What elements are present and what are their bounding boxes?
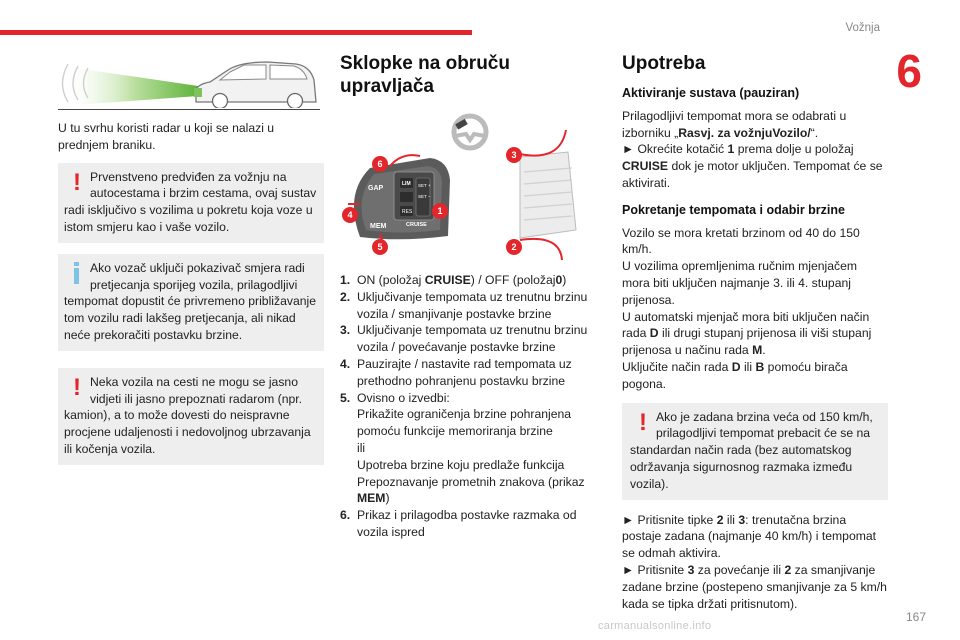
switch-label-res: RES [402,209,413,215]
warning-box-speed [622,403,888,500]
buttons-text: ► Pritisnite tipke 2 ili 3: trenutačna brzina postaje zadana (najmanje 40 km/h) i tempomat se odmah aktivira. ► Pritisnite 3 za povećanje ili 2 za smanjivanje zadane brzine (postepeno smanjivanje za 5 km/h kada se tipka držati pritisnutom). [622,512,887,611]
column-left [58,52,324,465]
svg-text:1: 1 [437,206,443,216]
warning-text-speed: Ako je zadana brzina veća od 150 km/h, prilagodljivi tempomat prebacit će se na standardan način rada (bez automatskog održavanja sigurnosnog razmaka između vozila). [630,409,873,491]
switch-label-set-minus: SET − [418,194,431,199]
switch-label-gap: GAP [368,185,384,192]
steering-wheel-icon [454,116,486,148]
svg-text:2: 2 [511,242,517,252]
section-title: Vožnja [845,22,880,34]
list-item: 5. Ovisno o izvedbi: Prikažite ograničenja brzine pohranjena pomoću funkcije memoriranja brzine ili Upotreba brzine koju predlaže funkcija Prepoznavanje prometnih znakova (prikaz MEM) [340,390,585,506]
info-text: Ako vozač uključi pokazivač smjera radi pretjecanja sporijeg vozila, prilagodljivi tempomat dopustit će privremeno približavanje tom vozilu radi lakšeg pretjecanja, ali nikad neće prekoračiti postavku brzine. [64,260,316,342]
watermark: carmanualsonline.info [598,620,712,632]
section-heading-switches: Sklopke na obruču upravljača [340,53,510,97]
warning-icon: ! [73,168,81,196]
svg-text:4: 4 [347,210,353,220]
column-middle [340,52,592,541]
list-item: 2. Uključivanje tempomata uz trenutnu brzinu vozila / smanjivanje postavke brzine [340,289,588,321]
list-item: 3. Uključivanje tempomata uz trenutnu brzinu vozila / povećavanje postavke brzine [340,323,588,355]
switch-label-cruise: CRUISE [406,222,427,228]
divider [58,109,320,110]
info-box [58,254,324,351]
svg-text:5: 5 [377,242,383,252]
column-right [622,52,888,612]
chapter-number: 6 [896,45,922,97]
start-text: Vozilo se mora kretati brzinom od 40 do 150 km/h. U vozilima opremljenima ručnim mjenjačem mora biti uključen najmanje 3. ili 4. stupanj prijenosa. U automatski mjenjač mora biti uključen način rada D ili drugi stupanj prijenosa ili viši stupanj prijenosa u načinu rada M. Uključite način rada D ili B pomoću birača pogona. [622,225,872,391]
subheading-start: Pokretanje tempomata i odabir brzine [622,202,845,217]
switch-label-set-plus: SET + [418,183,431,188]
page-number: 167 [905,610,926,624]
warning-icon: ! [639,408,647,436]
intro-text: U tu svrhu koristi radar u koji se nalazi u prednjem braniku. [58,121,275,152]
svg-text:6: 6 [377,159,383,169]
radar-car-illustration [58,52,320,108]
svg-text:3: 3 [511,150,517,160]
warning-text-2: Neka vozila na cesti ne mogu se jasno vidjeti ili jasno prepoznati radarom (npr. kamion), a to može dovesti do neispravne procjene udaljenosti i nedovoljnog ubrzavanja ili kočenja vozila. [64,374,311,456]
info-icon [64,260,90,290]
subheading-activate: Aktiviranje sustava (pauziran) [622,86,800,100]
activation-text: Prilagodljivi tempomat mora se odabrati u izborniku „Rasvj. za vožnjuVozilo/“. ► Okrećite kotačić 1 prema dolje u položaj CRUISE dok je motor uključen. Tempomat će se aktivirati. [622,108,883,190]
switch-legend-list [340,272,592,541]
list-item: 1. ON (položaj CRUISE) / OFF (položaj0) [340,273,567,287]
warning-box-1 [58,163,324,243]
switch-label-mem: MEM [370,223,387,230]
switch-diagram-svg [340,112,592,262]
steering-switch-diagram [340,112,592,262]
section-heading-usage: Upotreba [622,53,706,74]
warning-text-1: Prvenstveno predviđen za vožnju na autocestama i brzim cestama, ovaj sustav radi isključivo s vozilima u pokretu koja voze u istom smjeru kao i vaše vozilo. [64,169,317,234]
warning-icon: ! [73,373,81,401]
switch-label-lim: LIM [402,181,411,187]
warning-box-2 [58,368,324,465]
list-item: 4. Pauzirajte / nastavite rad tempomata uz prethodno pohranjenu postavku brzine [340,356,572,388]
header-red-bar [0,30,472,35]
list-item: 6. Prikaz i prilagodba postavke razmaka od vozila ispred [340,508,577,539]
